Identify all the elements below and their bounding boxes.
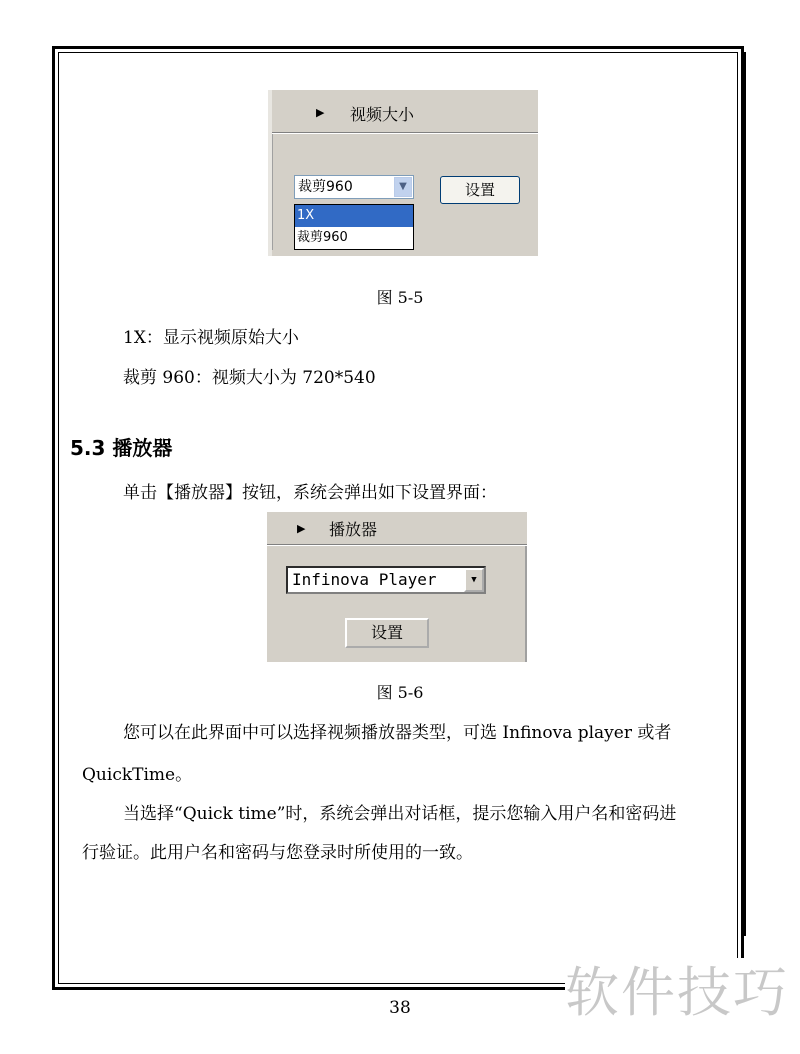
section-heading: 5.3 播放器 [70, 436, 173, 460]
panel-edge [525, 546, 527, 662]
body-paragraph-2-line2: 行验证。此用户名和密码与您登录时所使用的一致。 [82, 843, 473, 863]
page-border-right [741, 52, 746, 936]
panel-header[interactable] [272, 90, 538, 133]
panel-title: 播放器 [329, 520, 378, 539]
page-number: 38 [389, 998, 411, 1018]
body-text-crop960: 裁剪 960：视频大小为 720*540 [123, 368, 376, 388]
watermark: 软件技巧 [565, 958, 800, 1028]
video-size-dropdown[interactable] [294, 204, 414, 250]
triangle-right-icon: ▶ [316, 106, 325, 119]
body-paragraph-1-line2: QuickTime。 [82, 765, 193, 785]
dropdown-option-crop960[interactable]: 裁剪960 [297, 230, 348, 245]
figure-player [267, 512, 527, 662]
figure-video-size [268, 90, 538, 256]
figure-caption-5-5: 图 5-5 [376, 288, 424, 307]
panel-title: 视频大小 [350, 105, 415, 124]
player-select[interactable] [286, 566, 486, 594]
chevron-down-icon[interactable]: ▼ [464, 568, 484, 592]
select-value: Infinova Player [292, 570, 437, 589]
set-button[interactable]: 设置 [440, 176, 520, 204]
body-paragraph-1-line1: 您可以在此界面中可以选择视频播放器类型，可选 Infinova player 或者 [123, 723, 672, 743]
section-intro: 单击【播放器】按钮，系统会弹出如下设置界面： [123, 483, 497, 503]
body-paragraph-2-line1: 当选择“Quick time”时，系统会弹出对话框，提示您输入用户名和密码进 [123, 804, 677, 824]
triangle-right-icon: ▶ [297, 522, 306, 535]
dropdown-option-1x[interactable]: 1X [295, 205, 413, 227]
set-button[interactable]: 设置 [345, 618, 429, 648]
select-value: 裁剪960 [298, 179, 353, 195]
panel-header[interactable] [267, 512, 527, 545]
panel-bottom [272, 250, 538, 256]
body-text-1x: 1X：显示视频原始大小 [123, 328, 299, 348]
chevron-down-icon[interactable]: ▼ [394, 177, 412, 197]
figure-caption-5-6: 图 5-6 [376, 683, 424, 702]
video-size-select[interactable] [294, 175, 414, 199]
header-highlight [272, 133, 538, 134]
header-highlight [267, 545, 527, 546]
